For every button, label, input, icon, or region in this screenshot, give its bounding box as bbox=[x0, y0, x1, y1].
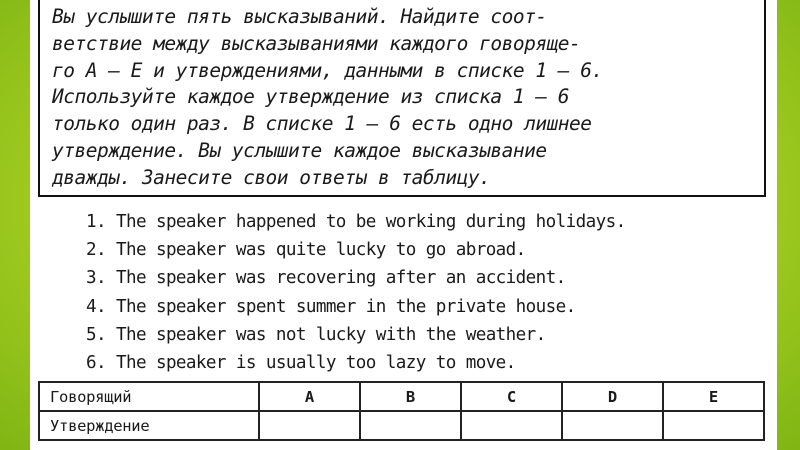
statement-item: 4. The speaker spent summer in the private house. bbox=[86, 296, 576, 317]
statement-item: 1. The speaker happened to be working during holidays. bbox=[86, 212, 626, 232]
statement-list bbox=[86, 208, 776, 377]
instructions-box bbox=[38, 0, 766, 197]
worksheet-page bbox=[30, 0, 777, 450]
instruction-line: дважды. Занесите свои ответы в таблицу. bbox=[52, 165, 491, 189]
column-header-a: A bbox=[259, 382, 360, 411]
table-row bbox=[39, 382, 764, 411]
column-header-c: C bbox=[461, 382, 562, 411]
answer-cell-d[interactable] bbox=[562, 411, 663, 440]
speaker-row-header: Говорящий bbox=[39, 382, 259, 411]
statement-item: 6. The speaker is usually too lazy to move. bbox=[86, 353, 516, 374]
statement-row-header: Утверждение bbox=[39, 411, 259, 440]
answer-table bbox=[38, 381, 765, 441]
statement-item: 5. The speaker was not lucky with the weather. bbox=[86, 324, 546, 345]
answer-cell-e[interactable] bbox=[663, 411, 764, 440]
answer-cell-c[interactable] bbox=[461, 411, 562, 440]
statement-item: 2. The speaker was quite lucky to go abroad. bbox=[86, 240, 526, 261]
column-header-d: D bbox=[562, 382, 663, 411]
answer-cell-a[interactable] bbox=[259, 411, 360, 440]
instruction-line: только один раз. В списке 1 — 6 есть одно лишнее bbox=[52, 112, 592, 136]
table-row bbox=[39, 411, 764, 440]
instruction-line: Используйте каждое утверждение из списка 1 — 6 bbox=[52, 85, 570, 109]
instruction-line: утверждение. Вы услышите каждое высказывание bbox=[52, 138, 547, 162]
instruction-line: ветствие между высказываниями каждого говоряще- bbox=[52, 31, 581, 55]
instruction-line: Вы услышите пять высказываний. Найдите соот- bbox=[52, 5, 547, 28]
instruction-line: го А — Е и утверждениями, данными в списке 1 — 6. bbox=[52, 58, 603, 82]
column-header-e: E bbox=[663, 382, 764, 411]
statement-item: 3. The speaker was recovering after an accident. bbox=[86, 268, 566, 289]
column-header-b: B bbox=[360, 382, 461, 411]
answer-cell-b[interactable] bbox=[360, 411, 461, 440]
